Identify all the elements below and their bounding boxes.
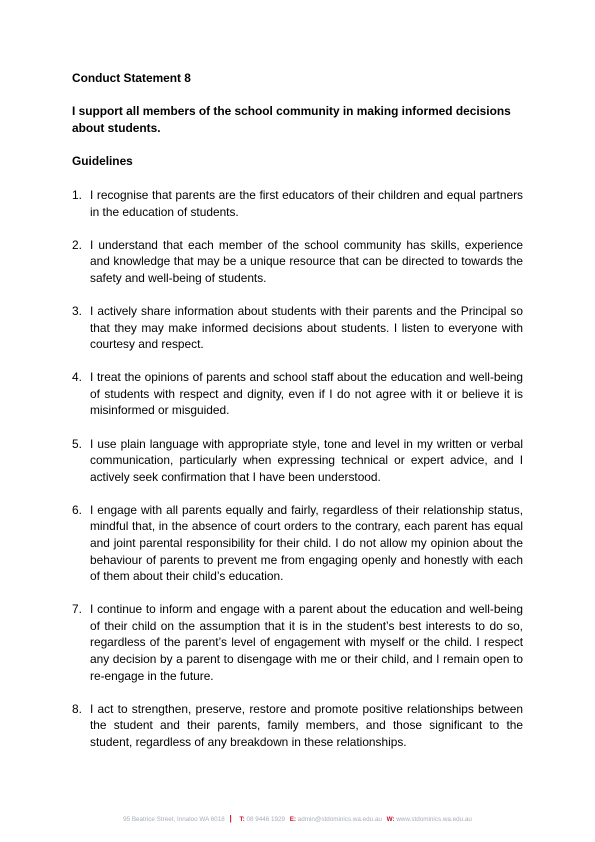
guideline-text: I engage with all parents equally and fairly, regardless of their relationship status, mindful that, in the absence of court orders to the contrary, each parent has equal and joint parental responsibility for their child. I do not allow my opinion about the behaviour of parents to prevent me from engaging openly and honestly with each of them about their child’s education. [90,502,523,584]
footer-email-label: E: [289,816,297,823]
guideline-text: I use plain language with appropriate style, tone and level in my written or verbal communication, particularly when expressing technical or expert advice, and I actively seek confirmation that I have been understood. [90,436,523,484]
footer-phone-label: T: [239,816,245,823]
guideline-item [72,369,523,419]
guideline-item [72,502,523,585]
guideline-number: 8. [72,701,82,716]
footer-address: 95 Beatrice Street, Innaloo WA 6018 [123,816,225,823]
guideline-number: 7. [72,602,82,617]
guidelines-list [72,187,523,767]
footer-email[interactable]: admin@stdominics.wa.edu.au [297,816,382,823]
guideline-item [72,303,523,353]
guideline-text: I continue to inform and engage with a parent about the education and well-being of their child on the assumption that it is in the student’s best interests to do so, regardless of the parent’s level of engagement with myself or the child. I respect any decision by a parent to disengage with me or their child, and I remain open to re-engage in the future. [90,602,523,683]
footer-separator: | [229,814,232,823]
guideline-text: I act to strengthen, preserve, restore and promote positive relationships between the student and their parents, family members, and those significant to the student, regardless of any breakdown in these relationships. [90,701,523,749]
footer-phone: 08 9446 1929 [246,816,285,823]
guideline-text: I treat the opinions of parents and school staff about the education and well-being of students with respect and dignity, even if I do not agree with it or believe it is misinformed or misguided. [90,370,523,418]
guideline-text: I recognise that parents are the first educators of their children and equal partners in the education of students. [90,188,523,219]
conduct-statement-title: Conduct Statement 8 [72,71,191,85]
guideline-number: 2. [72,237,82,252]
guideline-item [72,436,523,486]
footer-web-label: W: [386,816,395,823]
footer-web[interactable]: www.stdominics.wa.edu.au [396,816,472,823]
guideline-item [72,237,523,287]
guideline-item [72,187,523,220]
guideline-number: 6. [72,502,82,517]
guideline-number: 1. [72,188,82,202]
guideline-number: 5. [72,436,82,451]
guideline-item [72,701,523,751]
guideline-number: 3. [72,303,82,318]
page-footer [0,814,595,823]
guideline-text: I actively share information about students with their parents and the Principal so that they may make informed decisions about students. I listen to everyone with courtesy and respect. [90,303,523,352]
conduct-statement-text: I support all members of the school community in making informed decisions about students. [72,104,511,135]
guideline-text: I understand that each member of the school community has skills, experience and knowledge that may be a unique resource that can be directed to towards the safety and well-being of students. [90,237,523,285]
guideline-item [72,601,523,684]
guidelines-heading: Guidelines [72,154,133,168]
guideline-number: 4. [72,370,82,385]
